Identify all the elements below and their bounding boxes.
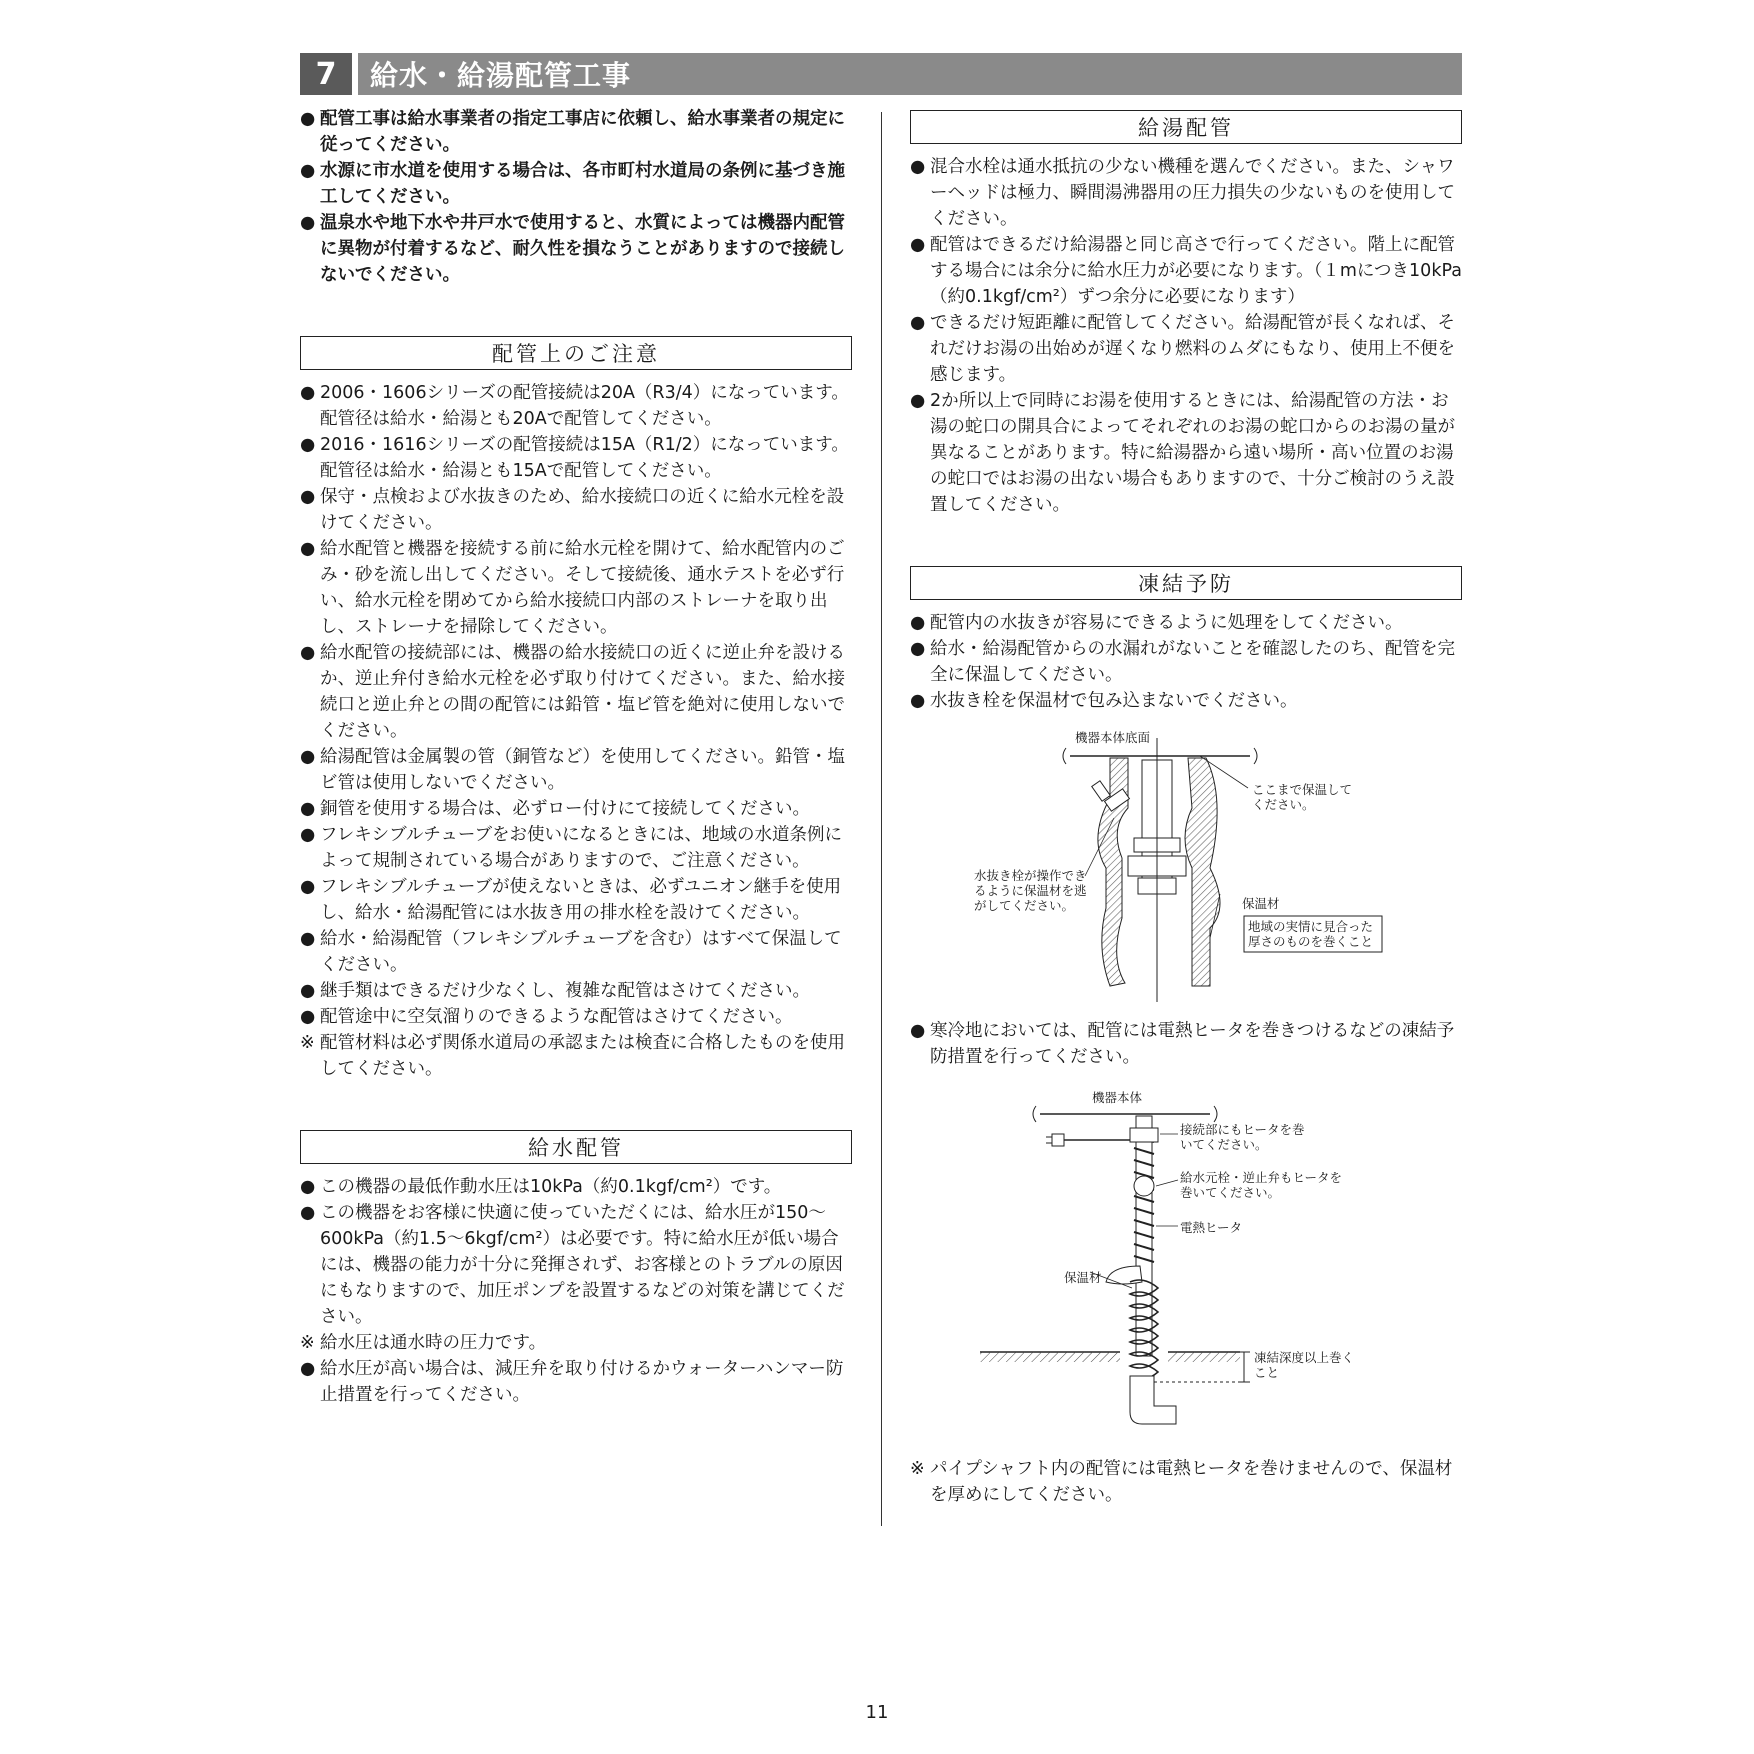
list-item: ● 配管途中に空気溜りのできるような配管はさけてください。 xyxy=(300,1007,793,1027)
list-item: ● 2006・1606シリーズの配管接続は20A（R3/4）になっています。配管径は給水・給湯とも20Aで配管してください。 xyxy=(300,383,849,429)
list-item: ● 水抜き栓を保温材で包み込まないでください。 xyxy=(910,691,1298,711)
label-unit-body: 機器本体 xyxy=(1092,1090,1143,1105)
section-title-freeze: 凍結予防 xyxy=(910,566,1462,600)
caution-list xyxy=(300,380,852,1082)
list-item: ● 2か所以上で同時にお湯を使用するときには、給湯配管の方法・お湯の蛇口の開具合によってそれぞれのお湯の蛇口からのお湯の量が異なることがあります。特に給湯器から遠い場所・高い位置のお湯の蛇口ではお湯の出ない場合もありますので、十分ご検討のうえ設置してください。 xyxy=(910,391,1455,515)
list-item: ● 寒冷地においては、配管には電熱ヒータを巻きつけるなどの凍結予防措置を行ってください。 xyxy=(910,1021,1455,1067)
chapter-header xyxy=(300,53,1462,95)
label-thickness-box: 地域の実情に見合った厚さのものを巻くこと xyxy=(1248,919,1374,949)
right-column xyxy=(910,110,1462,1508)
list-item: ● 混合水栓は通水抵抗の少ない機種を選んでください。また、シャワーヘッドは極力、瞬間湯沸器用の圧力損失の少ないものを使用してください。 xyxy=(910,157,1455,229)
list-item: ● 給水・給湯配管（フレキシブルチューブを含む）はすべて保温してください。 xyxy=(300,929,842,975)
section-title-water-supply: 給水配管 xyxy=(300,1130,852,1164)
chapter-title: 給水・給湯配管工事 xyxy=(370,59,632,92)
list-item: ● できるだけ短距離に配管してください。給湯配管が長くなれば、それだけお湯の出始めが遅くなり燃料のムダにもなり、使用上不便を感じます。 xyxy=(910,313,1455,385)
list-item: ● 配管はできるだけ給湯器と同じ高さで行ってください。階上に配管する場合には余分に給水圧力が必要になります。（１mにつき10kPa（約0.1kgf/cm²）ずつ余分に必要になります） xyxy=(910,235,1462,307)
list-item: ● 2016・1616シリーズの配管接続は15A（R1/2）になっています。配管径は給水・給湯とも15Aで配管してください。 xyxy=(300,435,849,481)
water-supply-list xyxy=(300,1174,852,1408)
list-item: ● 温泉水や地下水や井戸水で使用すると、水質によっては機器内配管に異物が付着するなど、耐久性を損なうことがありますので接続しないでください。 xyxy=(300,213,845,285)
list-item: ※ 給水圧は通水時の圧力です。 xyxy=(300,1333,547,1353)
freeze-list xyxy=(910,610,1462,714)
label-insulation: 保温材 xyxy=(1242,896,1280,911)
intro-list xyxy=(300,106,852,288)
list-item: ● 水源に市水道を使用する場合は、各市町村水道局の条例に基づき施工してください。 xyxy=(300,161,845,207)
list-item: ● 給水圧が高い場合は、減圧弁を取り付けるかウォーターハンマー防止措置を行ってください。 xyxy=(300,1359,844,1405)
label-insulation-material: 保温材 xyxy=(1064,1270,1102,1285)
list-item: ● この機器をお客様に快適に使っていただくには、給水圧が150〜600kPa（約1.5〜6kgf/cm²）は必要です。特に給水圧が低い場合には、機器の能力が十分に発揮されず、お客様とのトラブルの原因にもなりますので、加圧ポンプを設置するなどの対策を講じてください。 xyxy=(300,1203,845,1327)
label-valve-heater: 給水元栓・逆止弁もヒータを巻いてください。 xyxy=(1180,1170,1343,1200)
list-item: ● フレキシブルチューブをお使いになるときには、地域の水道条例によって規制されている場合がありますので、ご注意ください。 xyxy=(300,825,843,871)
list-item: ● この機器の最低作動水圧は10kPa（約0.1kgf/cm²）です。 xyxy=(300,1177,782,1197)
heater-wrap-diagram xyxy=(910,1076,1462,1456)
section-title-caution: 配管上のご注意 xyxy=(300,336,852,370)
list-item: ● 保守・点検および水抜きのため、給水接続口の近くに給水元栓を設けてください。 xyxy=(300,487,845,533)
hot-water-list xyxy=(910,154,1462,518)
list-item: ● 給水・給湯配管からの水漏れがないことを確認したのち、配管を完全に保温してください。 xyxy=(910,639,1455,685)
label-electric-heater: 電熱ヒータ xyxy=(1180,1220,1243,1235)
list-item: ● 給湯配管は金属製の管（銅管など）を使用してください。鉛管・塩ビ管は使用しないでください。 xyxy=(300,747,845,793)
list-item: ● フレキシブルチューブが使えないときは、必ずユニオン継手を使用し、給水・給湯配管には水抜き用の排水栓を設けてください。 xyxy=(300,877,842,923)
list-item: ● 給水配管の接続部には、機器の給水接続口の近くに逆止弁を設けるか、逆止弁付き給水元栓を必ず取り付けてください。また、給水接続口と逆止弁との間の配管には鉛管・塩ビ管を絶対に使用しないでください。 xyxy=(300,643,845,741)
label-frost-depth: 凍結深度以上巻くこと xyxy=(1254,1350,1355,1380)
label-unit-bottom: 機器本体底面 xyxy=(1075,730,1151,745)
section-title-hot-water: 給湯配管 xyxy=(910,110,1462,144)
list-item: ※ パイプシャフト内の配管には電熱ヒータを巻けませんので、保温材を厚めにしてください。 xyxy=(910,1459,1453,1505)
chapter-number: 7 xyxy=(300,53,352,95)
list-item: ● 継手類はできるだけ少なくし、複雑な配管はさけてください。 xyxy=(300,981,810,1001)
drain-insulation-figure xyxy=(910,718,1462,1008)
page-number: 11 xyxy=(865,1702,889,1723)
left-column xyxy=(300,106,852,1408)
list-item: ※ 配管材料は必ず関係水道局の承認または検査に合格したものを使用してください。 xyxy=(300,1033,845,1079)
list-item: ● 銅管を使用する場合は、必ずロー付けにて接続してください。 xyxy=(300,799,810,819)
label-drain-valve: 水抜き栓が操作できるように保温材を逃がしてください。 xyxy=(974,868,1087,913)
column-divider xyxy=(881,112,882,1526)
drain-insulation-diagram xyxy=(910,718,1462,1008)
list-item: ● 配管内の水抜きが容易にできるように処理をしてください。 xyxy=(910,613,1403,633)
label-insulate-to: ここまで保温してください。 xyxy=(1252,782,1353,812)
list-item: ● 給水配管と機器を接続する前に給水元栓を開けて、給水配管内のごみ・砂を流し出してください。そして接続後、通水テストを必ず行い、給水元栓を閉めてから給水接続口内部のストレーナを取り出し、ストレーナを掃除してください。 xyxy=(300,539,845,637)
list-item: ● 配管工事は給水事業者の指定工事店に依頼し、給水事業者の規定に従ってください。 xyxy=(300,109,845,155)
label-joint-heater: 接続部にもヒータを巻いてください。 xyxy=(1180,1122,1305,1152)
